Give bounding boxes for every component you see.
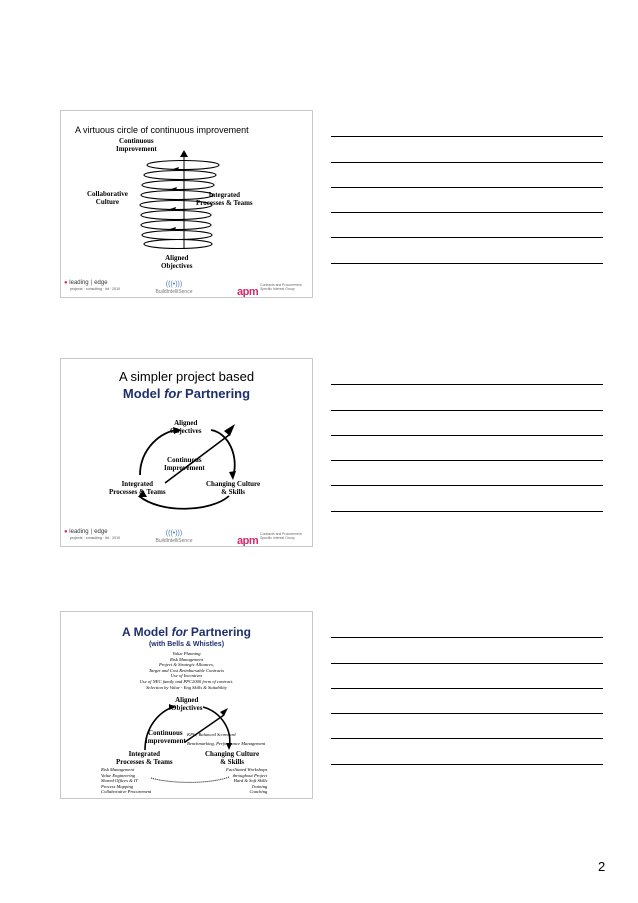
notes-line	[331, 511, 603, 512]
spiral-loop	[144, 240, 212, 249]
logo-word-edge: edge	[94, 529, 108, 535]
center-feature-list: KPIs, Balanced Scorecard Benchmarking, Performance Management	[187, 732, 266, 746]
apm-wordmark: apm	[237, 286, 259, 298]
partnering-cycle-diagram	[61, 359, 312, 546]
spiral-loop	[141, 211, 211, 220]
notes-line	[331, 212, 603, 213]
notes-line	[331, 435, 603, 436]
leading-edge-logo: ● leading | edge projects · consulting · ltd · 2010	[64, 529, 121, 540]
slide-1	[60, 110, 313, 298]
label-continuous-improvement: Continuous Improvement	[116, 137, 157, 153]
logo-subtext: projects · consulting · ltd · 2010	[70, 536, 121, 540]
buildintellisence-logo	[151, 281, 197, 295]
logo-name: BuildIntelliSence	[155, 538, 193, 544]
apm-logo	[237, 282, 302, 298]
notes-line	[331, 410, 603, 411]
notes-line	[331, 460, 603, 461]
slide-2-title-line1: A simpler project based	[118, 369, 255, 384]
label-changing-culture: Changing Culture & Skills	[206, 480, 261, 496]
notes-line	[331, 384, 603, 385]
label-aligned-objectives: Aligned Objectives	[161, 254, 193, 270]
label-changing-culture: Changing Culture & Skills	[205, 750, 260, 766]
slide-2-title-line2: Model for Partnering	[122, 386, 251, 401]
cycle-arc-top-right	[211, 430, 235, 477]
slide-3-title: A Model for Partnering	[122, 625, 251, 639]
notes-line	[331, 688, 603, 689]
slide-3-subtitle: (with Bells & Whistles)	[148, 641, 225, 648]
label-aligned-objectives: Aligned Objectives	[171, 696, 203, 712]
spiral-loop	[144, 171, 216, 180]
notes-line	[331, 713, 603, 714]
arrow-head-icon	[229, 471, 236, 480]
apm-logo	[237, 531, 302, 547]
signal-icon: (((•)))	[165, 530, 183, 537]
label-integrated-processes: Integrated Processes & Teams	[109, 480, 166, 496]
slide-footer	[61, 528, 312, 546]
logo-word-leading: leading	[69, 529, 89, 535]
apm-wordmark: apm	[237, 535, 259, 547]
page-number: 2	[598, 859, 606, 874]
notes-line	[331, 663, 603, 664]
label-integrated-processes: Integrated Processes & Teams	[196, 191, 253, 207]
arrow-head-icon	[220, 708, 228, 716]
slide-2	[60, 358, 313, 547]
notes-line	[331, 162, 603, 163]
slide-3	[60, 611, 313, 799]
logo-subtext: projects · consulting · ltd · 2010	[70, 287, 121, 291]
right-feature-list: Facilitated Workshops throughout Project Hard & Soft Skills Training Coaching	[226, 767, 268, 795]
apm-tagline: Contracts and Procurement Specific Interest Group	[260, 283, 302, 291]
top-feature-list: Value Planning Risk Management Project & Strategic Alliances, Target and Cost Reimbursable Contracts Use of Incentives Use of NEC family and PPC2000 form of contract. Selection by Value - Eng Skills & Suitability	[139, 651, 234, 690]
apm-tagline: Contracts and Procurement Specific Interest Group	[260, 532, 302, 540]
notes-line	[331, 136, 603, 137]
notes-line	[331, 764, 603, 765]
logo-word-edge: edge	[94, 280, 108, 286]
logo-name: BuildIntelliSence	[155, 289, 193, 295]
logo-word-leading: leading	[69, 280, 89, 286]
label-integrated-processes: Integrated Processes & Teams	[116, 750, 173, 766]
spiral-loop	[147, 161, 219, 170]
cycle-arc-bottom	[151, 777, 229, 782]
spiral-loop	[142, 231, 212, 240]
notes-line	[331, 637, 603, 638]
notes-line	[331, 485, 603, 486]
slide-footer	[61, 279, 312, 297]
left-feature-list: Risk Management Value Engineering Shared Offices & IT Process Mapping Collaborative Procurement	[101, 767, 152, 795]
leading-edge-mark-icon: ●	[64, 280, 68, 286]
spiral-loop	[142, 181, 214, 190]
label-aligned-objectives: Aligned Objectives	[170, 419, 202, 435]
label-continuous-improvement: Continuous Improvement	[164, 456, 205, 472]
spiral-loop	[141, 221, 211, 230]
leading-edge-logo: ● leading | edge projects · consulting · ltd · 2010	[64, 280, 121, 291]
up-arrow-icon	[180, 150, 188, 157]
notes-line	[331, 187, 603, 188]
slide-1-title: A virtuous circle of continuous improvement	[75, 125, 249, 135]
leading-edge-mark-icon: ●	[64, 529, 68, 535]
signal-icon: (((•)))	[165, 281, 183, 288]
notes-line	[331, 738, 603, 739]
buildintellisence-logo	[151, 530, 197, 544]
label-collaborative-culture: Collaborative Culture	[87, 190, 128, 206]
label-continuous-improvement: Continuous Improvement	[145, 729, 186, 745]
notes-line	[331, 237, 603, 238]
arrow-head-icon	[224, 424, 235, 436]
notes-line	[331, 263, 603, 264]
cycle-arc-bottom	[139, 496, 229, 509]
